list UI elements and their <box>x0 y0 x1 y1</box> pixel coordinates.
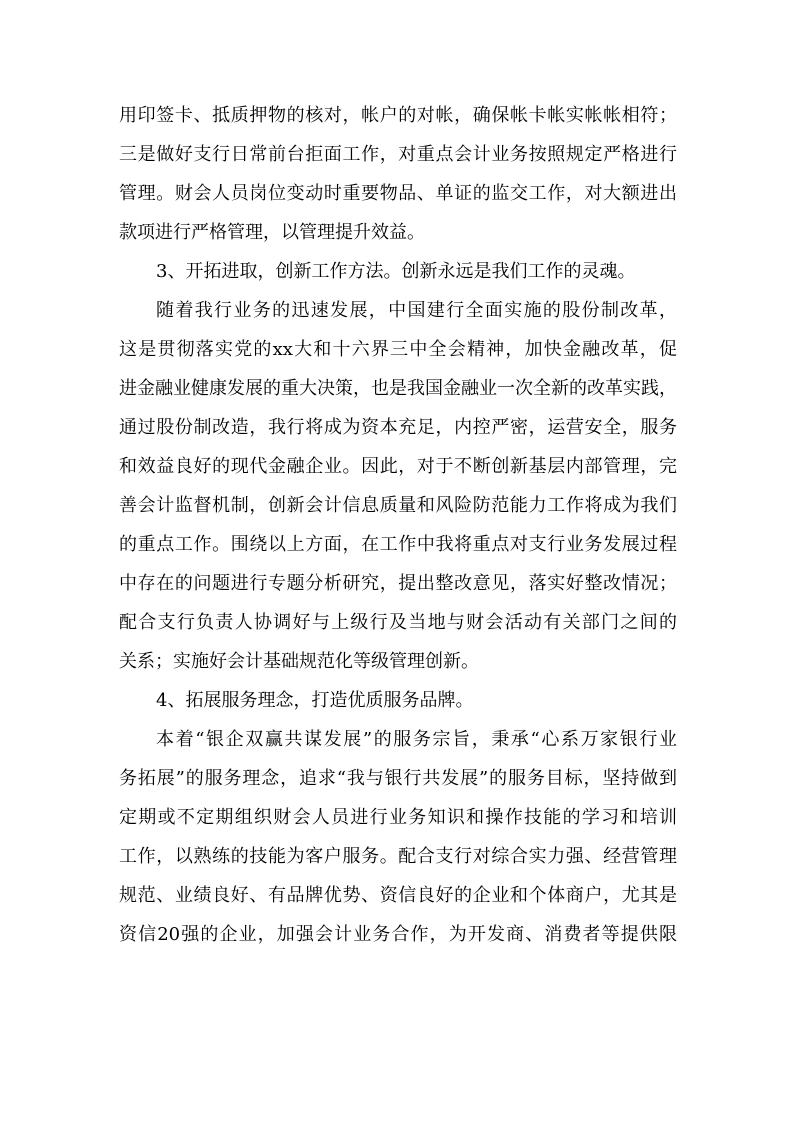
text-line-12: 的重点工作。围绕以上方面，在工作中我将重点对支行业务发展过程 <box>119 534 677 555</box>
text-line-14: 配合支行负责人协调好与上级行及当地与财会活动有关部门之间的 <box>119 612 677 633</box>
text-line-1: 用印签卡、抵质押物的核对，帐户的对帐，确保帐卡帐实帐帐相符； <box>119 105 677 126</box>
text-line-22: 资信20强的企业，加强会计业务合作，为开发商、消费者等提供限 <box>119 924 677 945</box>
text-line-10: 和效益良好的现代金融企业。因此，对于不断创新基层内部管理，完 <box>119 456 677 477</box>
text-line-18: 务拓展”的服务理念，追求“我与银行共发展”的服务目标，坚持做到 <box>119 768 677 789</box>
text-line-7: 这是贯彻落实党的xx大和十六界三中全会精神，加快金融改革，促 <box>119 339 677 360</box>
section-heading-4: 4、拓展服务理念，打造优质服务品牌。 <box>156 690 474 711</box>
text-line-21: 规范、业绩良好、有品牌优势、资信良好的企业和个体商户，尤其是 <box>119 885 677 906</box>
section-heading-3: 3、开拓进取，创新工作方法。创新永远是我们工作的灵魂。 <box>156 261 636 282</box>
text-line-9: 通过股份制改造，我行将成为资本充足，内控严密，运营安全，服务 <box>119 417 677 438</box>
text-line-17: 本着“银企双赢共谋发展”的服务宗旨，秉承“心系万家银行业 <box>156 729 677 750</box>
text-line-3: 管理。财会人员岗位变动时重要物品、单证的监交工作，对大额进出 <box>119 183 677 204</box>
text-line-2: 三是做好支行日常前台拒面工作，对重点会计业务按照规定严格进行 <box>119 144 677 165</box>
text-line-4: 款项进行严格管理，以管理提升效益。 <box>119 222 425 243</box>
text-line-11: 善会计监督机制，创新会计信息质量和风险防范能力工作将成为我们 <box>119 495 677 516</box>
text-line-8: 进金融业健康发展的重大决策，也是我国金融业一次全新的改革实践， <box>119 378 677 399</box>
text-line-13: 中存在的问题进行专题分析研究，提出整改意见，落实好整改情况； <box>119 573 677 594</box>
text-line-6: 随着我行业务的迅速发展，中国建行全面实施的股份制改革， <box>156 300 677 321</box>
text-line-15: 关系；实施好会计基础规范化等级管理创新。 <box>119 651 479 672</box>
document-body <box>119 96 677 954</box>
text-line-19: 定期或不定期组织财会人员进行业务知识和操作技能的学习和培训 <box>119 807 677 828</box>
text-line-20: 工作，以熟练的技能为客户服务。配合支行对综合实力强、经营管理 <box>119 846 677 867</box>
